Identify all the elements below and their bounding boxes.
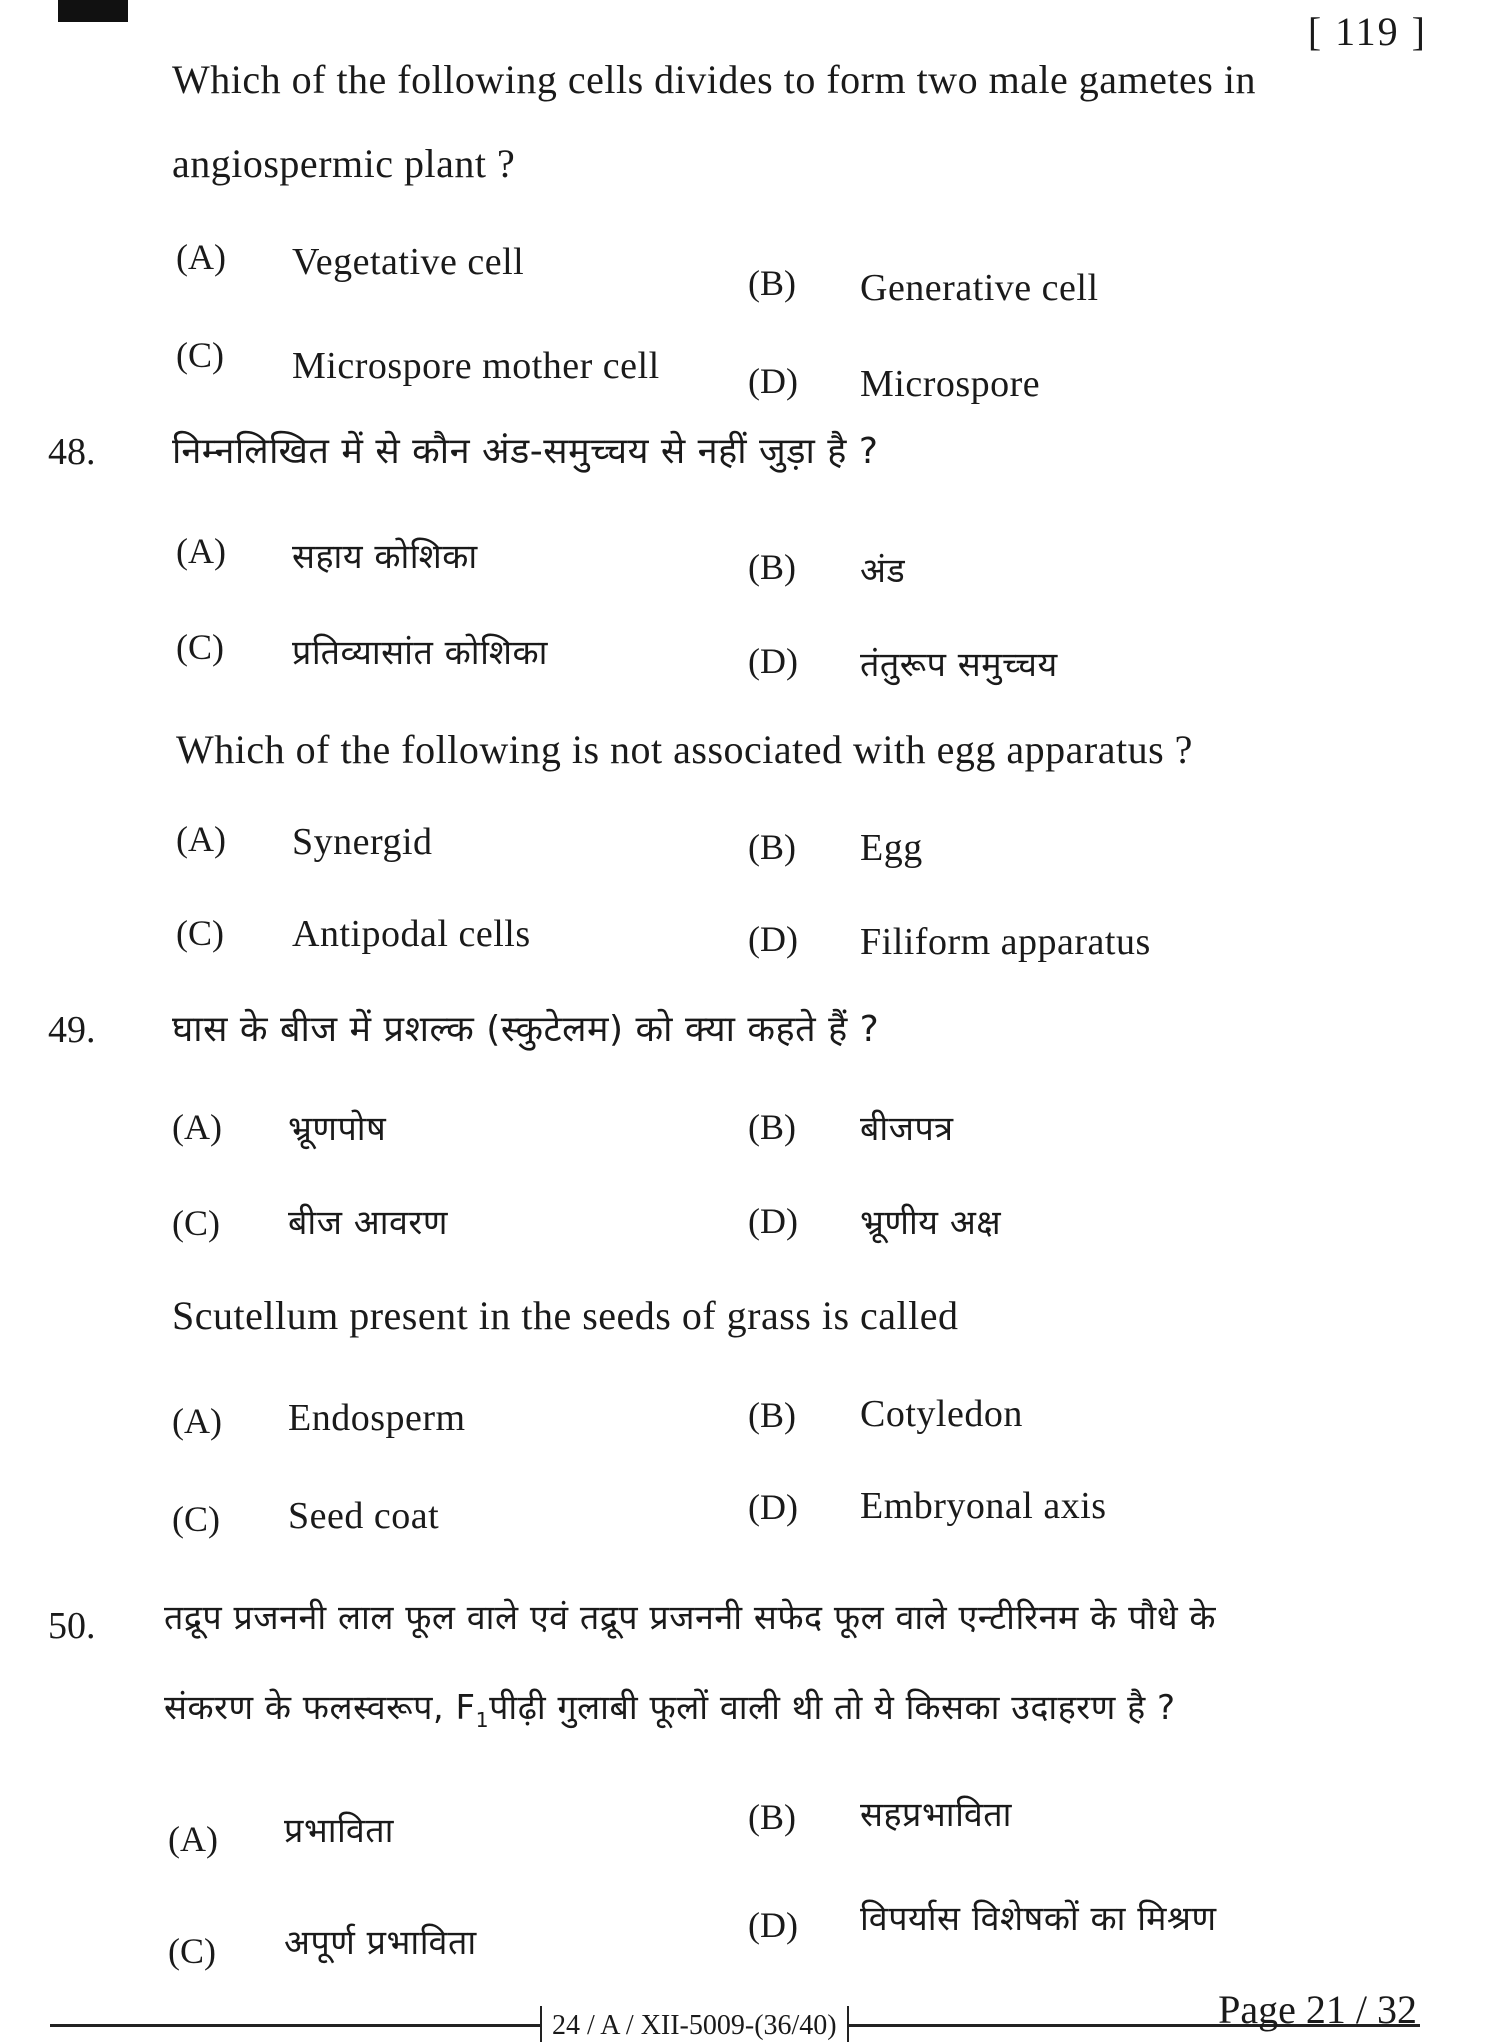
page-code: [ 119 ] [1307,9,1427,54]
q47-option-c: Microspore mother cell [292,345,660,387]
q47-text-line1: Which of the following cells divides to form two male gametes in [172,57,1256,102]
q50-number: 50. [48,1605,96,1647]
q48-en-option-d: Filiform apparatus [860,921,1151,963]
q49-en-option-a: Endosperm [288,1397,466,1439]
q47-text-line2: angiospermic plant ? [172,141,516,186]
q48-hi-option-a-letter: (A) [176,531,226,571]
q49-hi-option-d: भ्रूणीय अक्ष [860,1203,1002,1243]
q49-en-option-d-letter: (D) [748,1487,798,1527]
q49-number: 49. [48,1009,96,1051]
footer-page-number: Page 21 / 32 [1218,1987,1417,2032]
q48-hi-option-c-letter: (C) [176,627,224,667]
q48-text-english: Which of the following is not associated with egg apparatus ? [176,727,1193,772]
q49-en-option-c-letter: (C) [172,1499,220,1539]
q50-option-b-letter: (B) [748,1797,796,1837]
q50-text-hindi-line2-part1: संकरण के फलस्वरूप, F [164,1688,476,1728]
q48-en-option-d-letter: (D) [748,919,798,959]
q49-en-option-a-letter: (A) [172,1401,222,1441]
q48-text-hindi: निम्नलिखित में से कौन अंड-समुच्चय से नहीं जुड़ा है ? [172,431,879,472]
q49-text-hindi: घास के बीज में प्रशल्क (स्कुटेलम) को क्या कहते हैं ? [172,1009,880,1050]
q50-option-a-letter: (A) [168,1819,218,1859]
q48-en-option-b: Egg [860,827,923,869]
q47-option-c-letter: (C) [176,335,224,375]
q48-en-option-c-letter: (C) [176,913,224,953]
q49-hi-option-c-letter: (C) [172,1203,220,1243]
q50-text-hindi-line1: तद्रूप प्रजननी लाल फूल वाले एवं तद्रूप प्रजननी सफेद फूल वाले एन्टीरिनम के पौधे के [164,1598,1217,1638]
q48-en-option-b-letter: (B) [748,827,796,867]
q47-option-b: Generative cell [860,267,1099,309]
q50-option-b: सहप्रभाविता [860,1795,1012,1835]
q50-option-c-letter: (C) [168,1931,216,1971]
q50-option-a: प्रभाविता [284,1811,394,1851]
q48-hi-option-b-letter: (B) [748,547,796,587]
q47-option-b-letter: (B) [748,263,796,303]
q49-en-option-c: Seed coat [288,1495,440,1537]
q49-en-option-b: Cotyledon [860,1393,1023,1435]
q48-hi-option-b: अंड [860,551,906,591]
q50-subscript: 1 [475,1707,490,1732]
q49-en-option-b-letter: (B) [748,1395,796,1435]
q49-hi-option-a-letter: (A) [172,1107,222,1147]
q49-hi-option-d-letter: (D) [748,1201,798,1241]
q49-hi-option-a: भ्रूणपोष [288,1109,387,1149]
q49-text-english: Scutellum present in the seeds of grass is called [172,1293,959,1338]
q47-option-d: Microspore [860,363,1041,405]
q47-option-a: Vegetative cell [292,241,525,283]
q47-option-a-letter: (A) [176,237,226,277]
q49-hi-option-b-letter: (B) [748,1107,796,1147]
q50-text-hindi-line2-part2: पीढ़ी गुलाबी फूलों वाली थी तो ये किसका उदाहरण है ? [489,1688,1176,1728]
footer-exam-code: 24 / A / XII-5009-(36/40) [540,2006,849,2042]
q50-option-c: अपूर्ण प्रभाविता [284,1923,477,1963]
q50-text-hindi-line2 [164,1688,1176,1732]
q50-option-d: विपर्यास विशेषकों का मिश्रण [860,1899,1217,1939]
q48-en-option-a-letter: (A) [176,819,226,859]
corner-mark [58,0,128,22]
q48-hi-option-a: सहाय कोशिका [292,537,478,577]
q47-option-d-letter: (D) [748,361,798,401]
q49-en-option-d: Embryonal axis [860,1485,1107,1527]
q48-hi-option-d: तंतुरूप समुच्चय [860,645,1058,685]
q48-hi-option-c: प्रतिव्यासांत कोशिका [292,633,548,673]
q48-number: 48. [48,431,96,473]
q50-option-d-letter: (D) [748,1905,798,1945]
q48-en-option-c: Antipodal cells [292,913,531,955]
q48-en-option-a: Synergid [292,821,433,863]
q48-hi-option-d-letter: (D) [748,641,798,681]
q49-hi-option-c: बीज आवरण [288,1203,448,1243]
q49-hi-option-b: बीजपत्र [860,1109,954,1149]
